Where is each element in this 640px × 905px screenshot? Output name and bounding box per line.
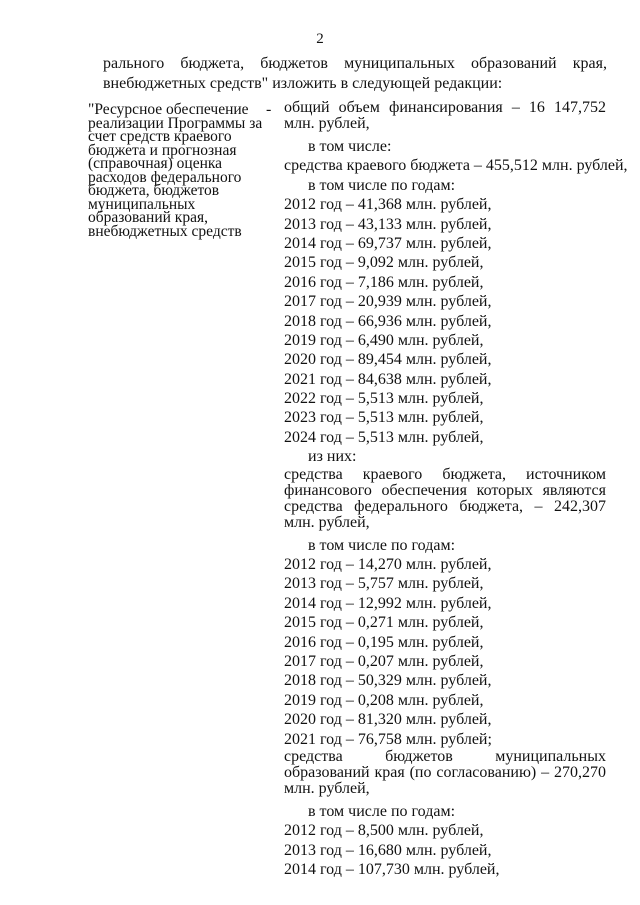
funding-line: 2019 год – 0,208 млн. рублей, [284,691,484,709]
funding-line: 2014 год – 12,992 млн. рублей, [284,594,492,612]
funding-line: 2017 год – 20,939 млн. рублей, [284,293,492,311]
funding-line: 2019 год – 6,490 млн. рублей, [284,331,484,349]
funding-line: 2013 год – 43,133 млн. рублей, [284,215,492,233]
funding-line: 2013 год – 5,757 млн. рублей, [284,575,484,593]
funding-line: 2015 год – 9,092 млн. рублей, [284,254,484,272]
funding-line: 2020 год – 89,454 млн. рублей, [284,351,492,369]
section-label: "Ресурсное обеспечение реализации Программы за счет средств краевого бюджета и прогнозная (справочная) оценка расходов федерального бюджета, бюджетов муниципальных образований края, внебюджетных средств [88,101,263,240]
funding-line: 2020 год – 81,320 млн. рублей, [284,711,492,729]
funding-line: 2012 год – 8,500 млн. рублей, [284,822,484,840]
funding-line: 2014 год – 69,737 млн. рублей, [284,234,492,252]
funding-source-paragraph: средства бюджетов муниципальных образований края (по согласованию) – 270,270 млн. рублей, [284,747,606,797]
funding-line: средства краевого бюджета – 455,512 млн. рублей, [284,157,628,175]
funding-line: 2016 год – 0,195 млн. рублей, [284,633,484,651]
page-number: 2 [316,31,324,47]
label-separator-dash: - [266,101,272,118]
subheading-line: в том числе по годам: [308,176,456,194]
funding-line: 2015 год – 0,271 млн. рублей, [284,614,484,632]
funding-line: 2016 год – 7,186 млн. рублей, [284,273,484,291]
funding-line: 2018 год – 66,936 млн. рублей, [284,312,492,330]
subheading-line: в том числе по годам: [308,536,456,554]
funding-line: 2017 год – 0,207 млн. рублей, [284,652,484,670]
funding-details [284,99,628,880]
funding-line: 2012 год – 14,270 млн. рублей, [284,556,492,574]
funding-breakdown-list [284,137,628,880]
funding-source-paragraph: средства краевого бюджета, источником финансового обеспечения которых являются средства федерального бюджета, – 242,307 млн. рублей, [284,465,606,531]
funding-line: 2021 год – 76,758 млн. рублей; [284,730,492,748]
funding-line: 2021 год – 84,638 млн. рублей, [284,370,492,388]
funding-line: 2014 год – 107,730 млн. рублей, [284,861,500,879]
funding-line: 2018 год – 50,329 млн. рублей, [284,672,492,690]
funding-line: 2024 год – 5,513 млн. рублей, [284,428,484,446]
funding-line: 2023 год – 5,513 млн. рублей, [284,409,484,427]
subheading-line: в том числе: [308,138,392,155]
funding-line: 2012 год – 41,368 млн. рублей, [284,196,492,214]
subheading-line: в том числе по годам: [308,802,456,820]
funding-line: 2022 год – 5,513 млн. рублей, [284,390,484,408]
intro-paragraph: рального бюджета, бюджетов муниципальных образований края, внебюджетных средств" изложить в следующей редакции: [103,55,607,92]
total-funding-line: общий объем финансирования – 16 147,752 млн. рублей, [284,99,606,132]
subheading-line: из них: [308,448,357,466]
funding-line: 2013 год – 16,680 млн. рублей, [284,841,492,859]
